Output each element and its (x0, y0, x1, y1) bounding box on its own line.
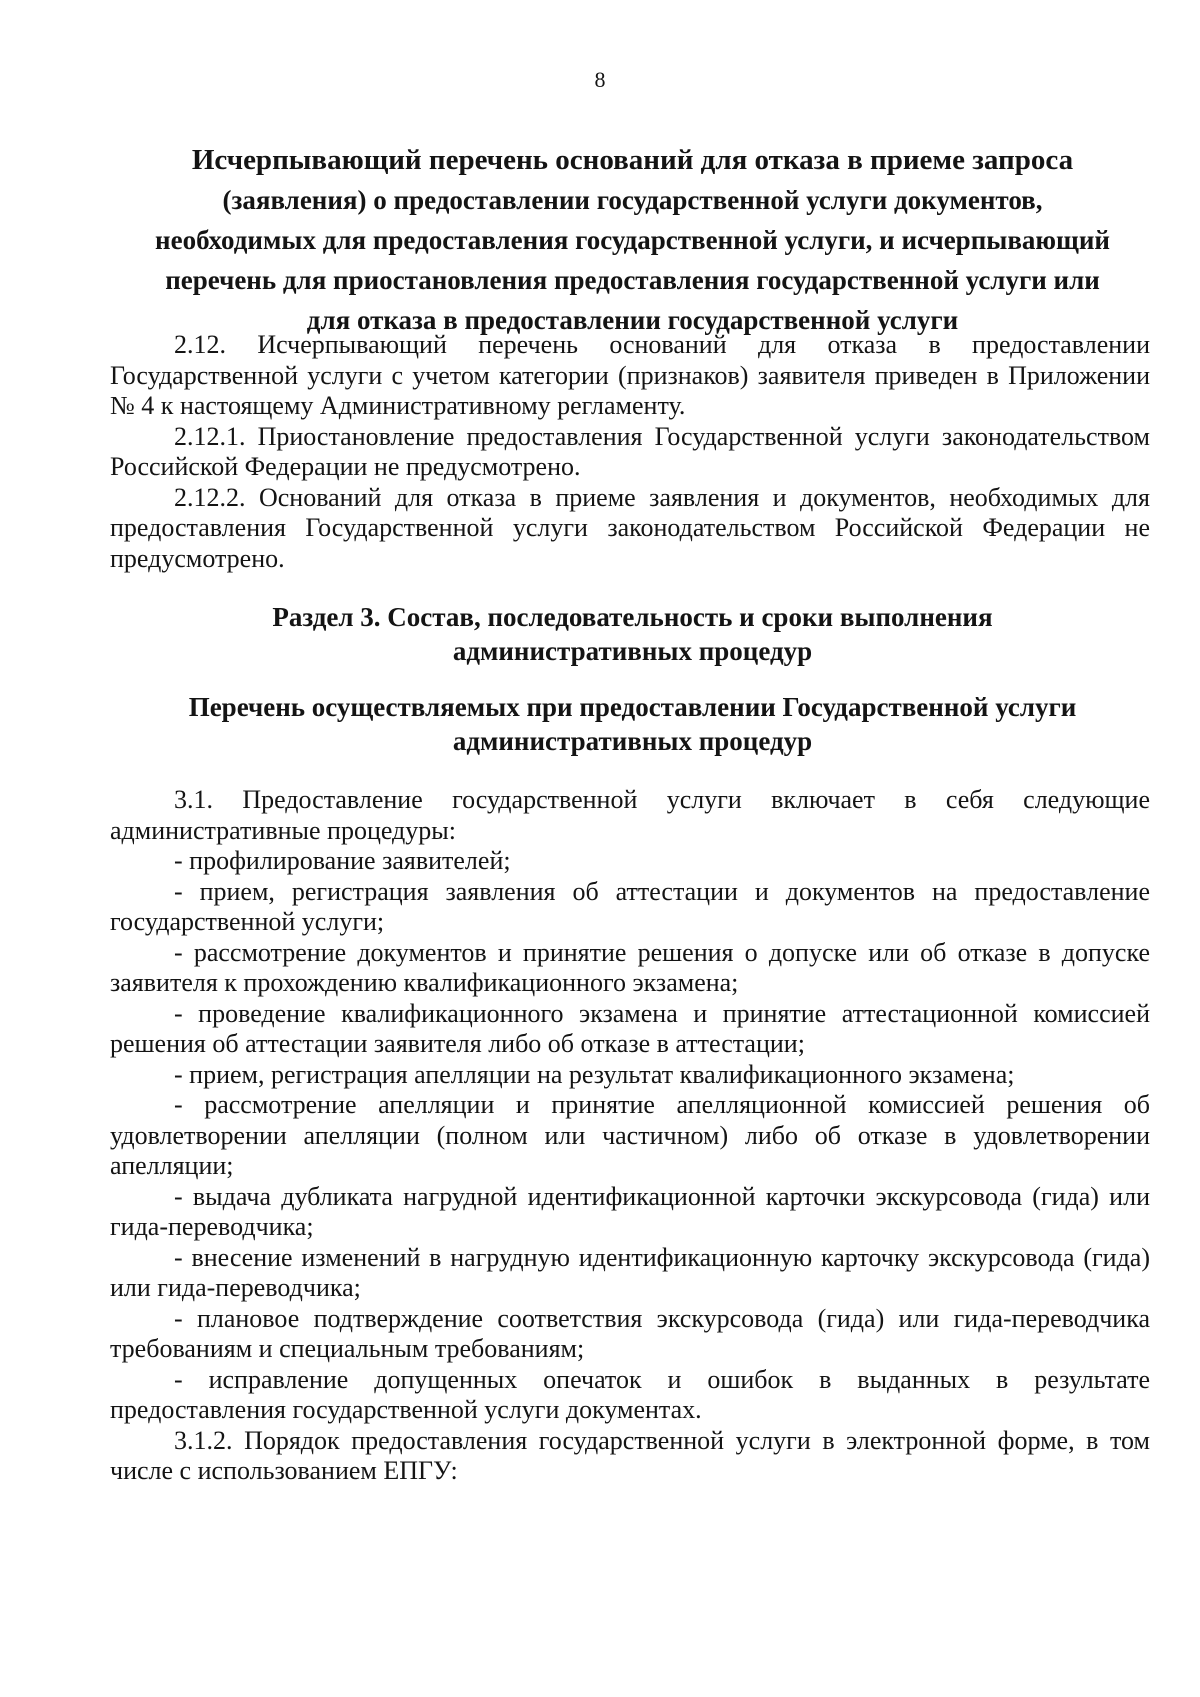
heading-line: Исчерпывающий перечень оснований для отказа в приеме запроса (191, 144, 1074, 176)
list-item: - плановое подтверждение соответствия экскурсовода (гида) или гида-переводчика требованиям и специальным требованиям; (110, 1303, 1150, 1363)
heading-line: для отказа в предоставлении государственной услуги (306, 305, 959, 335)
procedures-heading (110, 690, 1155, 758)
paragraph-2-12-1: 2.12.1. Приостановление предоставления Государственной услуги законодательством Российской Федерации не предусмотрено. (110, 421, 1150, 481)
heading-line: необходимых для предоставления государственной услуги, и исчерпывающий (155, 225, 1110, 255)
paragraphs-2-12 (110, 330, 1150, 574)
heading-line: перечень для приостановления предоставления государственной услуги или (165, 265, 1100, 295)
section-3-1 (110, 785, 1150, 1487)
page-number: 8 (594, 67, 606, 92)
list-item: - проведение квалификационного экзамена и принятие аттестационной комиссией решения об аттестации заявителя либо об отказе в аттестации; (110, 998, 1150, 1058)
paragraph-3-1-2: 3.1.2. Порядок предоставления государственной услуги в электронной форме, в том числе с использованием ЕПГУ: (110, 1425, 1150, 1485)
section-3-heading (110, 600, 1155, 668)
list-item: - прием, регистрация апелляции на результат квалификационного экзамена; (174, 1059, 1015, 1089)
paragraph-2-12-2: 2.12.2. Оснований для отказа в приеме заявления и документов, необходимых для предоставления Государственной услуги законодательством Российской Федерации не предусмотрено. (110, 482, 1150, 573)
list-item: - рассмотрение документов и принятие решения о допуске или об отказе в допуске заявителя к прохождению квалификационного экзамена; (110, 937, 1150, 997)
list-item: - выдача дубликата нагрудной идентификационной карточки экскурсовода (гида) или гида-переводчика; (110, 1181, 1150, 1241)
paragraph-2-12: 2.12. Исчерпывающий перечень оснований для отказа в предоставлении Государственной услуги с учетом категории (признаков) заявителя приведен в Приложении № 4 к настоящему Административному регламенту. (110, 330, 1150, 420)
heading-line: Перечень осуществляемых при предоставлении Государственной услуги (188, 692, 1077, 722)
list-item: - рассмотрение апелляции и принятие апелляционной комиссией решения об удовлетворении апелляции (полном или частичном) либо об отказе в удовлетворении апелляции; (110, 1090, 1150, 1180)
paragraph-3-1-intro: 3.1. Предоставление государственной услуги включает в себя следующие административные процедуры: (110, 785, 1150, 845)
heading-line: Раздел 3. Состав, последовательность и сроки выполнения (272, 602, 993, 632)
heading-line: (заявления) о предоставлении государственной услуги документов, (222, 185, 1043, 215)
list-item: - прием, регистрация заявления об аттестации и документов на предоставление государственной услуги; (110, 876, 1150, 936)
list-item: - профилирование заявителей; (174, 846, 511, 875)
heading-line: административных процедур (452, 726, 813, 756)
heading-line: административных процедур (452, 636, 813, 666)
list-item: - исправление допущенных опечаток и ошибок в выданных в результате предоставления государственной услуги документах. (110, 1364, 1150, 1424)
list-item: - внесение изменений в нагрудную идентификационную карточку экскурсовода (гида) или гида-переводчика; (110, 1242, 1150, 1302)
section-2-heading (110, 140, 1155, 340)
